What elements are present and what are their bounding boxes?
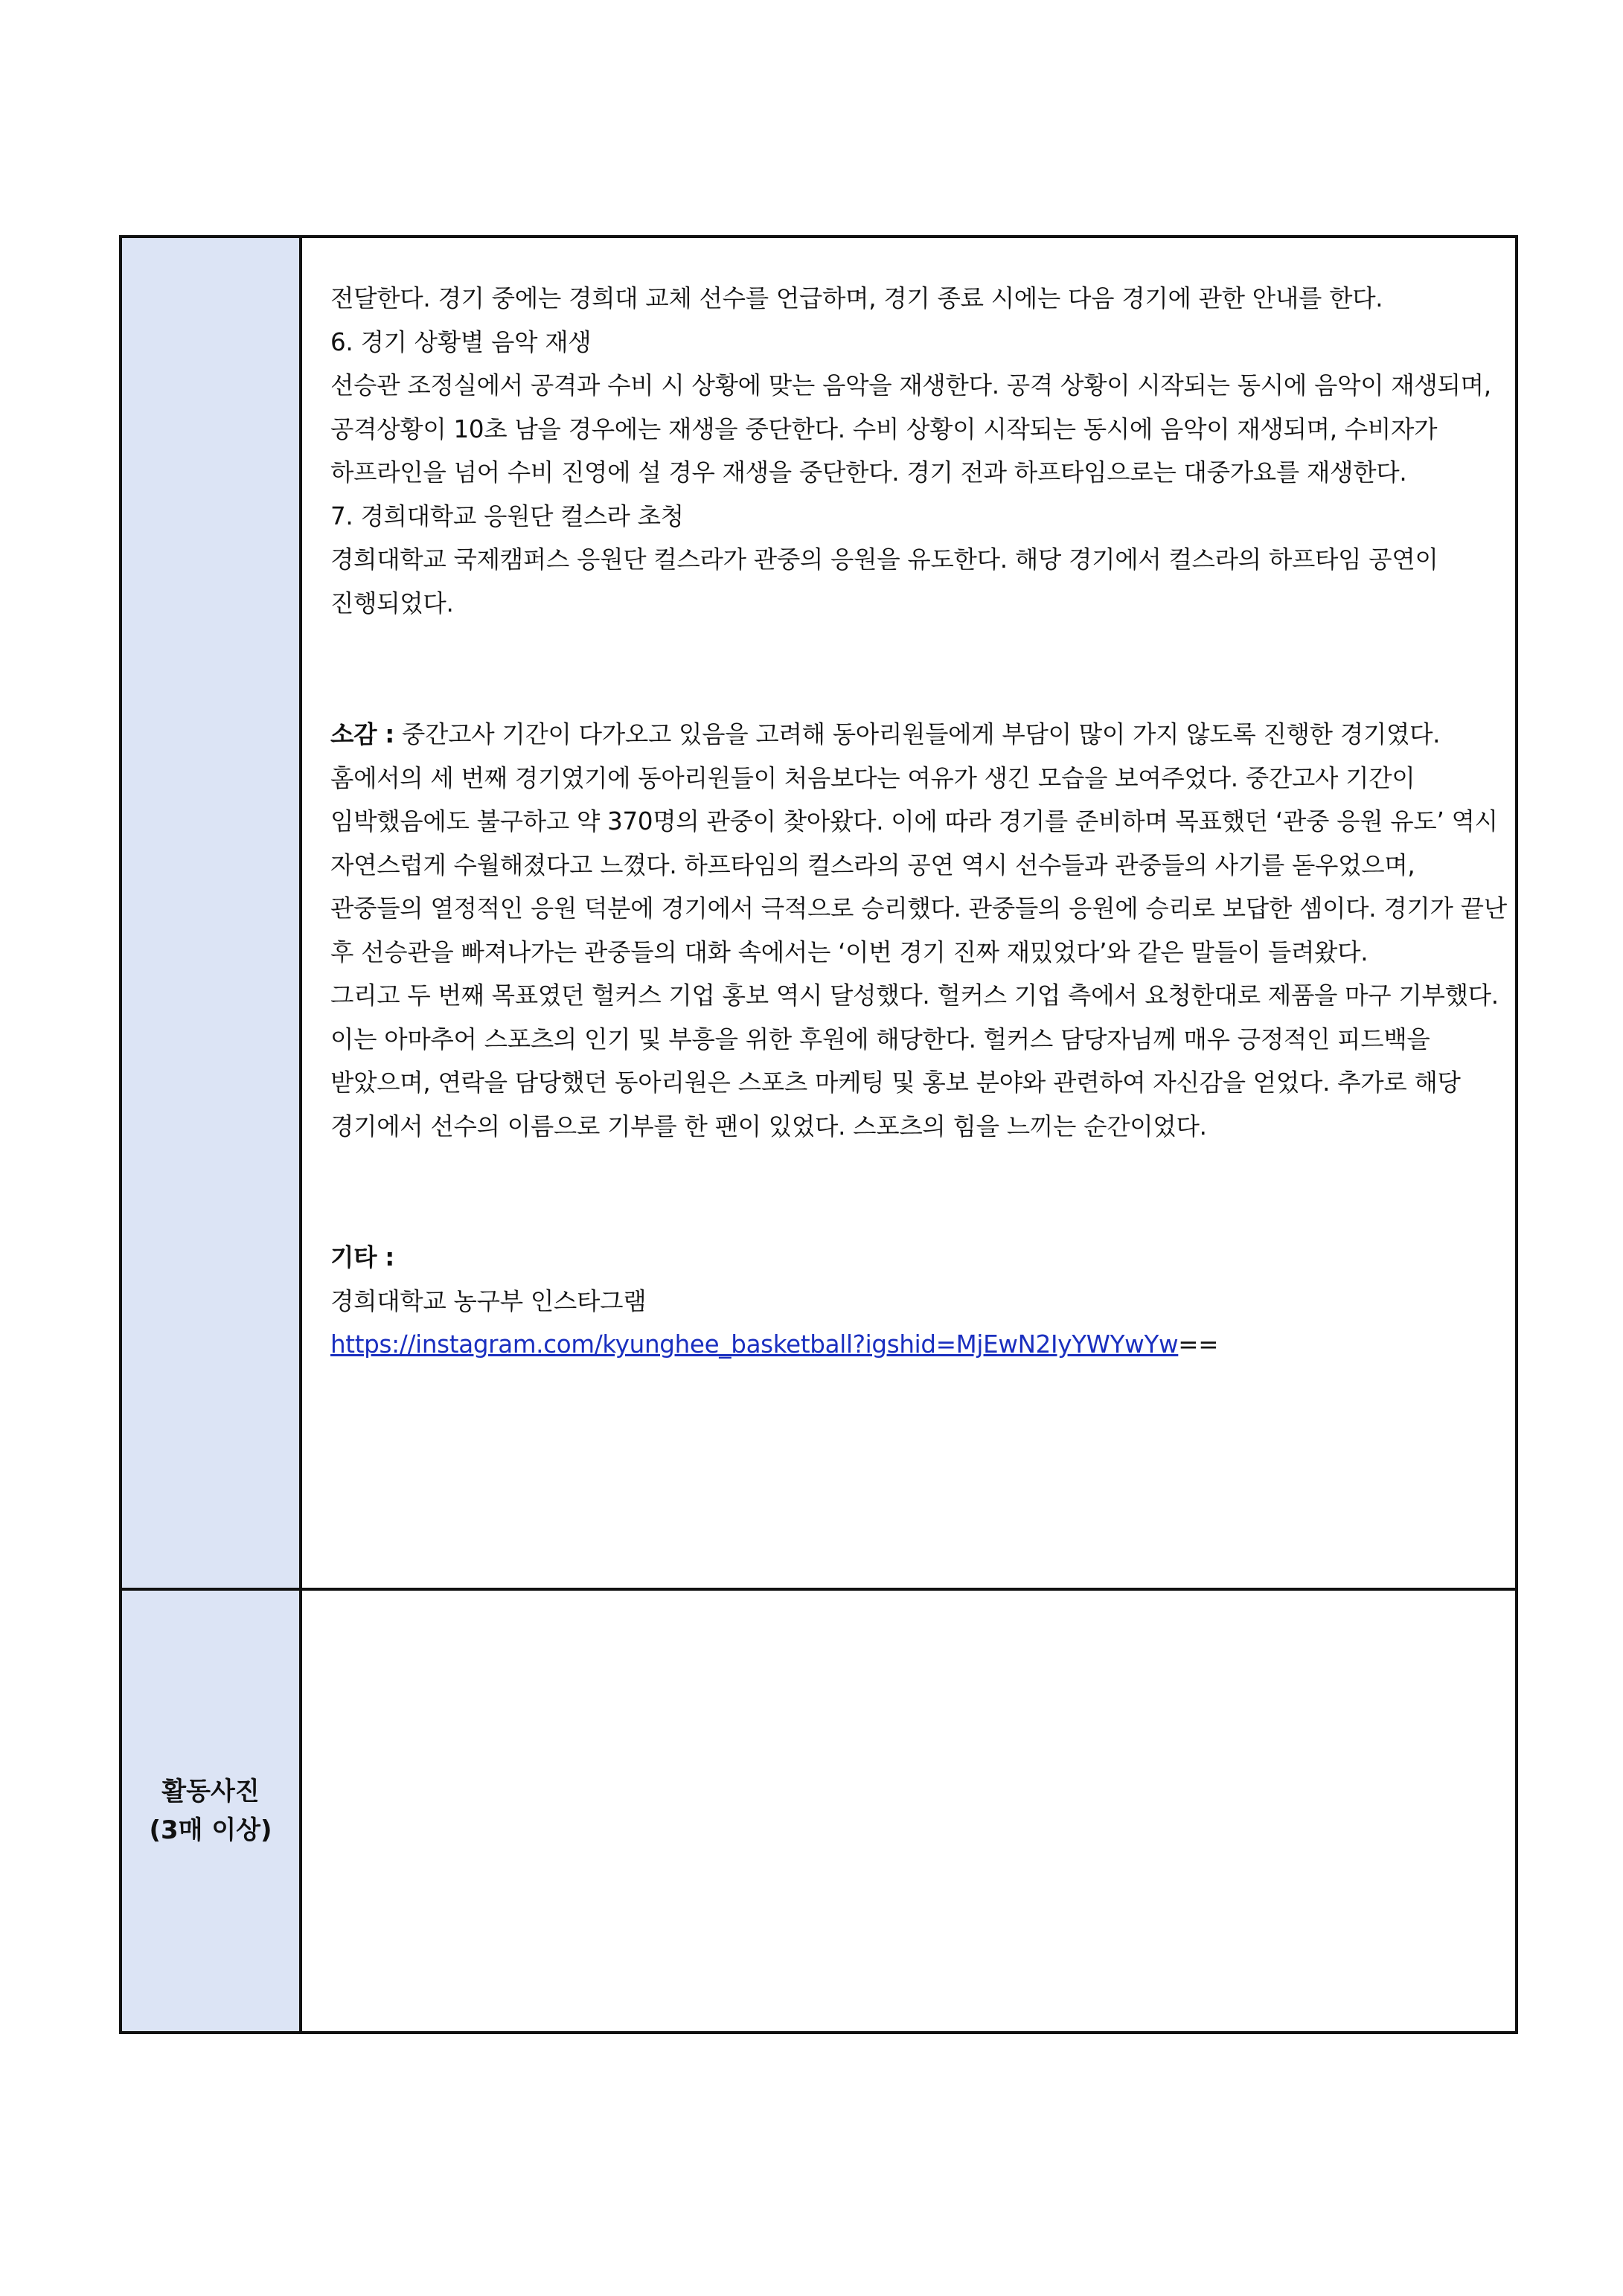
photo-content-cell <box>302 1591 1515 2031</box>
etc-label: 기타 : <box>330 1243 394 1272</box>
instagram-label: 경희대학교 농구부 인스타그램 <box>330 1286 647 1315</box>
photo-row <box>122 1588 1515 2031</box>
impression-label: 소감 : <box>330 720 394 748</box>
item6-body: 선승관 조정실에서 공격과 수비 시 상황에 맞는 음악을 재생한다. 공격 상황이 시작되는 동시에 음악이 재생되며, 공격상황이 10초 남을 경우에는 재생을 중단한다. 수비 상황이 시작되는 동시에 음악이 재생되며, 수비자가 하프라인을 넘어 수비 진영에 설 경우 재생을 중단한다. 경기 전과 하프타임으로는 대중가요를 재생한다. <box>330 371 1491 487</box>
photo-label-title: 활동사진 <box>161 1777 260 1806</box>
photo-label-count: (3매 이상) <box>149 1815 272 1845</box>
impression-paragraph <box>330 713 1509 974</box>
content-row-label-cell <box>122 238 302 1588</box>
content-cell <box>302 238 1515 1588</box>
item7-body: 경희대학교 국제캠퍼스 응원단 컬스라가 관중의 응원을 유도한다. 해당 경기에서 컬스라의 하프타임 공연이 진행되었다. <box>330 545 1438 618</box>
section-gap-2 <box>330 1148 1509 1236</box>
section-gap <box>330 625 1509 713</box>
item6-heading: 6. 경기 상황별 음악 재생 <box>330 327 592 356</box>
item7-heading: 7. 경희대학교 응원단 컬스라 초청 <box>330 501 684 530</box>
instagram-link-suffix: == <box>1178 1330 1219 1359</box>
impression-text: 중간고사 기간이 다가오고 있음을 고려해 동아리원들에게 부담이 많이 가지 않도록 진행한 경기였다. 홈에서의 세 번째 경기였기에 동아리원들이 처음보다는 여유가 생긴 모습을 보여주었다. 중간고사 기간이 임박했음에도 불구하고 약 370명의 관중이 찾아왔다. 이에 따라 경기를 준비하며 목표했던 ‘관중 응원 유도’ 역시 자연스럽게 수월해졌다고 느꼈다. 하프타임의 컬스라의 공연 역시 선수들과 관중들의 사기를 돋우었으며, 관중들의 열정적인 응원 덕분에 경기에서 극적으로 승리했다. 관중들의 응원에 승리로 보답한 셈이다. 경기가 끝난 후 선승관을 빠져나가는 관중들의 대화 속에서는 ‘이번 경기 진짜 재밌었다’와 같은 말들이 들려왔다. <box>330 720 1507 966</box>
impression-paragraph-2: 그리고 두 번째 목표였던 헐커스 기업 홍보 역시 달성했다. 헐커스 기업 측에서 요청한대로 제품을 마구 기부했다. 이는 아마추어 스포츠의 인기 및 부흥을 위한 후원에 해당한다. 헐커스 담당자님께 매우 긍정적인 피드백을 받았으며, 연락을 담당했던 동아리원은 스포츠 마케팅 및 홍보 분야와 관련하여 자신감을 얻었다. 추가로 해당 경기에서 선수의 이름으로 기부를 한 팬이 있었다. 스포츠의 힘을 느끼는 순간이었다. <box>330 981 1499 1141</box>
photo-label <box>149 1772 272 1850</box>
instagram-link[interactable]: https://instagram.com/kyunghee_basketball?igshid=MjEwN2IyYWYwYw <box>330 1330 1179 1359</box>
report-table <box>119 235 1518 2034</box>
instagram-link-line <box>330 1323 1509 1367</box>
photo-label-cell <box>122 1591 302 2031</box>
content-row <box>122 238 1515 1588</box>
continued-paragraph: 전달한다. 경기 중에는 경희대 교체 선수를 언급하며, 경기 종료 시에는 다음 경기에 관한 안내를 한다. <box>330 284 1383 312</box>
